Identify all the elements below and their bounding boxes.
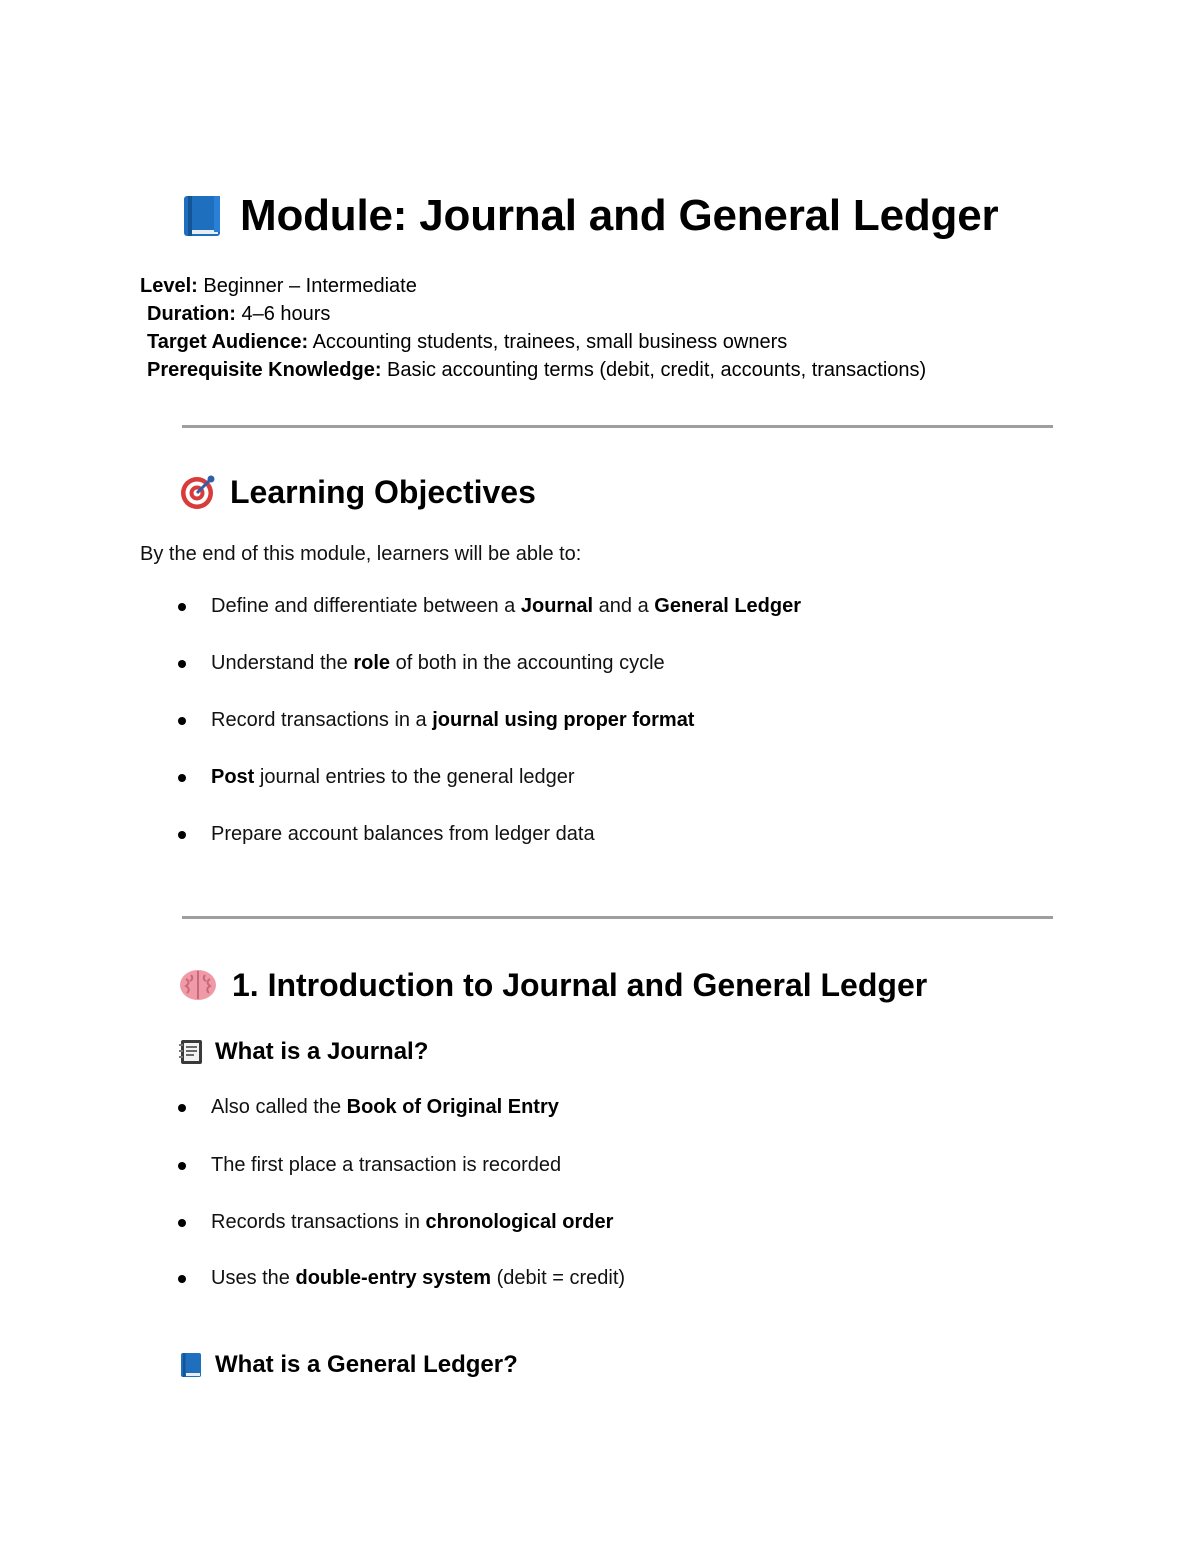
objectives-heading: [178, 470, 536, 514]
document-page: Module: Journal and General Ledger Level: Beginner – Intermediate Duration: 4–6 hours Target Audience: Accounting students, trainees, small business owners Prerequisite Knowledge: Basic accounting terms (debit, credit, accounts, transactions) Learning Objectives By the end of this module, learners will be able to: Define and differentiate between a Journal and a General Ledger Understand the role of both in the accounting cycle Record transactions in a journal using proper format Post journal entries to the general ledger Prepare account balances from ledger data 1. Introduction to Journal and General Ledger What is a Journal? Also called the Book of Original Entry The first place a transaction is recorded Records transactions in chronological order Uses the double-entry system (debit = credit) What is a General Ledger?: [0, 0, 1200, 1553]
meta-audience: [140, 328, 926, 356]
notebook-icon: [178, 1038, 204, 1066]
ledger-heading-text: What is a General Ledger?: [215, 1351, 518, 1378]
target-icon: [178, 473, 216, 511]
bullet-dot: [178, 774, 186, 782]
objectives-heading-text: Learning Objectives: [230, 473, 536, 510]
meta-value: Accounting students, trainees, small business owners: [308, 331, 788, 353]
title-text: Module: Journal and General Ledger: [240, 191, 999, 240]
journal-heading-text: What is a Journal?: [215, 1038, 429, 1065]
journal-heading: [178, 1036, 428, 1068]
bullet-dot: [178, 660, 186, 668]
meta-prerequisite: [140, 356, 926, 384]
horizontal-divider: [182, 425, 1053, 428]
horizontal-divider: [182, 916, 1053, 919]
bullet-dot: [178, 1162, 186, 1170]
ledger-heading: [178, 1349, 518, 1381]
bullet-dot: [178, 603, 186, 611]
bullet-dot: [178, 1275, 186, 1283]
page-title: [178, 188, 998, 244]
meta-value: Beginner – Intermediate: [197, 275, 417, 297]
meta-label: Level:: [140, 275, 198, 297]
introduction-heading-text: 1. Introduction to Journal and General Ledger: [232, 966, 928, 1003]
blue-book-icon: [178, 1351, 204, 1379]
introduction-heading: [178, 963, 927, 1007]
bullet-dot: [178, 717, 186, 725]
blue-book-icon: [178, 192, 226, 240]
brain-icon: [178, 967, 218, 1003]
module-meta: [140, 272, 926, 384]
meta-label: Target Audience:: [147, 331, 309, 353]
objectives-intro: By the end of this module, learners will be able to:: [140, 543, 582, 565]
meta-label: Duration:: [147, 303, 236, 325]
meta-value: 4–6 hours: [235, 303, 331, 325]
meta-label: Prerequisite Knowledge:: [147, 359, 382, 381]
bullet-dot: [178, 1104, 186, 1112]
bullet-dot: [178, 1219, 186, 1227]
meta-level: [140, 272, 926, 300]
bullet-dot: [178, 831, 186, 839]
meta-duration: [140, 300, 926, 328]
meta-value: Basic accounting terms (debit, credit, accounts, transactions): [381, 359, 927, 381]
